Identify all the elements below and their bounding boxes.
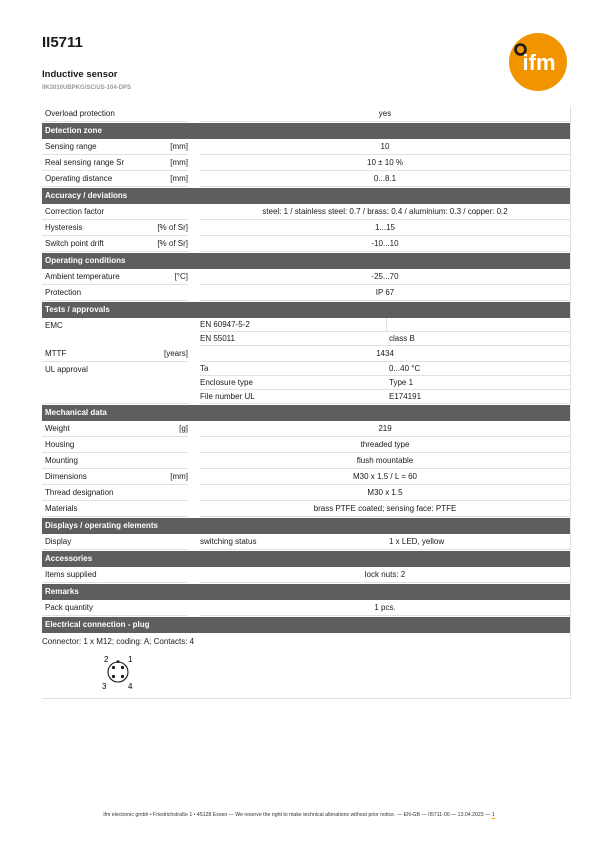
section-displays: Displays / operating elements (42, 518, 570, 534)
row-weight (42, 421, 570, 437)
ul-property: Enclosure type (200, 376, 386, 390)
row-label: Mounting (45, 456, 78, 465)
row-real-sensing-range (42, 155, 570, 171)
row-value: brass PTFE coated; sensing face: PTFE (200, 501, 570, 517)
ul-value: E174191 (386, 390, 570, 404)
row-unit: [°C] (174, 272, 188, 281)
display-value: 1 x LED, yellow (386, 534, 570, 550)
row-ul-approval (42, 362, 570, 404)
row-label: Protection (45, 288, 82, 297)
row-mttf (42, 346, 570, 362)
row-label: Materials (45, 504, 78, 513)
row-pack-quantity (42, 600, 570, 616)
section-electrical-connection: Electrical connection - plug (42, 617, 570, 633)
row-value: 1 pcs. (200, 600, 570, 616)
pin-label: 4 (128, 682, 133, 691)
pin-label: 1 (128, 655, 133, 664)
row-value: 0...8.1 (200, 171, 570, 187)
ul-sub-row (200, 390, 570, 404)
row-label: Thread designation (45, 488, 114, 497)
row-hysteresis (42, 220, 570, 236)
row-operating-distance (42, 171, 570, 187)
row-unit: [years] (163, 349, 188, 358)
page-number: 1 (491, 812, 495, 818)
product-subtitle: Inductive sensor (42, 69, 118, 80)
ul-sub-row (200, 362, 570, 376)
row-display (42, 534, 570, 550)
row-materials (42, 501, 570, 517)
row-housing (42, 437, 570, 453)
row-unit: [mm] (170, 174, 188, 183)
section-accessories: Accessories (42, 551, 570, 567)
emc-class (386, 318, 570, 332)
display-type: switching status (200, 534, 386, 550)
m12-connector-pinout-diagram (96, 651, 156, 695)
row-label: Overload protection (45, 109, 115, 118)
row-value: 1...15 (200, 220, 570, 236)
row-unit: [% of Sr] (157, 239, 188, 248)
emc-sub-row (200, 318, 570, 332)
row-label: Real sensing range Sr (45, 158, 125, 167)
row-value: M30 x 1.5 (200, 485, 570, 501)
row-switch-point-drift (42, 236, 570, 252)
row-items-supplied (42, 567, 570, 583)
row-value: steel: 1 / stainless steel: 0.7 / brass: 0.4 / aluminium: 0.3 / copper: 0.2 (200, 204, 570, 220)
row-label: Switch point drift (45, 239, 104, 248)
row-value: lock nuts: 2 (200, 567, 570, 583)
emc-standard: EN 60947-5-2 (200, 318, 386, 332)
row-value: -10...10 (200, 236, 570, 252)
logo-text: ifm (522, 50, 556, 75)
footer-text: ifm electronic gmbh • Friedrichstraße 1 • 45128 Essen — We reserve the right to make technical alterations without prior notice. — EN-GB — II5711-00 — 13.04.2023 — (103, 812, 491, 818)
ul-value: 0...40 °C (386, 362, 570, 376)
row-unit: [mm] (170, 472, 188, 481)
row-label: Correction factor (45, 207, 105, 216)
emc-class: class B (386, 332, 570, 346)
ul-property: Ta (200, 362, 386, 376)
page-footer (0, 812, 598, 819)
row-unit: [% of Sr] (157, 223, 188, 232)
section-remarks: Remarks (42, 584, 570, 600)
row-label: Hysteresis (45, 223, 83, 232)
page-title: II5711 (42, 34, 83, 51)
row-value: 219 (200, 421, 570, 437)
ul-property: File number UL (200, 390, 386, 404)
row-label: Ambient temperature (45, 272, 120, 281)
row-label: Display (45, 537, 72, 546)
row-label: Weight (45, 424, 70, 433)
row-protection (42, 285, 570, 301)
row-unit: [g] (179, 424, 188, 433)
section-mechanical-data: Mechanical data (42, 405, 570, 421)
row-value: M30 x 1.5 / L = 60 (200, 469, 570, 485)
datasheet-table (42, 106, 571, 699)
row-label: Sensing range (45, 142, 97, 151)
section-detection-zone: Detection zone (42, 123, 570, 139)
row-value: 1434 (200, 346, 570, 362)
row-overload-protection (42, 106, 570, 122)
row-value: IP 67 (200, 285, 570, 301)
section-operating-conditions: Operating conditions (42, 253, 570, 269)
row-value: flush mountable (200, 453, 570, 469)
row-thread-designation (42, 485, 570, 501)
article-code: IIK3010UBPKG/SC/US-104-DPS (42, 85, 132, 91)
section-accuracy: Accuracy / deviations (42, 188, 570, 204)
pin-label: 3 (102, 682, 107, 691)
row-unit: [mm] (170, 158, 188, 167)
row-value: 10 (200, 139, 570, 155)
row-sensing-range (42, 139, 570, 155)
ul-value: Type 1 (386, 376, 570, 390)
emc-standard: EN 55011 (200, 332, 386, 346)
row-ambient-temperature (42, 269, 570, 285)
row-label: Items supplied (45, 570, 97, 579)
row-label: UL approval (42, 362, 188, 404)
row-value: threaded type (200, 437, 570, 453)
row-correction-factor (42, 204, 570, 220)
connector-description: Connector: 1 x M12; coding: A; Contacts: 4 (42, 637, 195, 646)
row-label: Operating distance (45, 174, 113, 183)
section-tests-approvals: Tests / approvals (42, 302, 570, 318)
pin-label: 2 (104, 655, 109, 664)
row-label: EMC (45, 321, 63, 330)
row-emc (42, 318, 570, 346)
row-label: Housing (45, 440, 75, 449)
row-label: Dimensions (45, 472, 87, 481)
row-label: Pack quantity (45, 603, 94, 612)
row-value: yes (200, 106, 570, 122)
ul-sub-row (200, 376, 570, 390)
emc-sub-row (200, 332, 570, 346)
row-label: MTTF (45, 349, 67, 358)
ifm-logo (508, 32, 568, 92)
row-mounting (42, 453, 570, 469)
row-unit: [mm] (170, 142, 188, 151)
row-dimensions (42, 469, 570, 485)
row-value: 10 ± 10 % (200, 155, 570, 171)
row-value: -25...70 (200, 269, 570, 285)
